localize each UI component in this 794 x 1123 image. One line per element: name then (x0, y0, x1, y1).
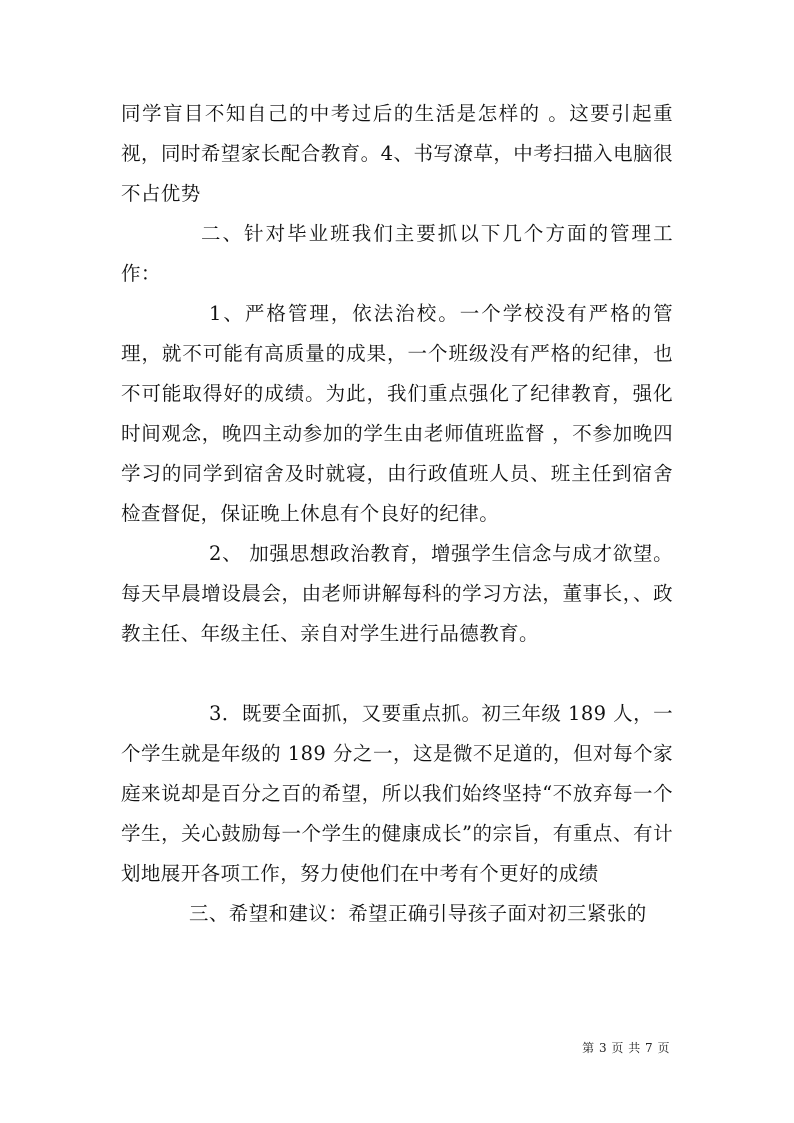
paragraph-item-1: 1、严格管理，依法治校。一个学校没有严格的管理，就不可能有高质量的成果，一个班级没有严格的纪律，也不可能取得好的成绩。为此，我们重点强化了纪律教育，强化时间观念，晚四主动参加的学生由老师值班监督 ，不参加晚四学习的同学到宿舍及时就寝，由行政值班人员、班主任到宿舍检查督促，保证晚上休息有个良好的纪律。 (121, 302, 673, 525)
section-heading-2: 二、针对毕业班我们主要抓以下几个方面的管理工作： (121, 222, 673, 285)
paragraph-gap (121, 654, 673, 694)
page-number-footer: 第 3 页 共 7 页 (582, 1041, 670, 1055)
paragraph-item-3: 3．既要全面抓，又要重点抓。初三年级 189 人，一个学生就是年级的 189 分之一，这是微不足道的，但对每个家庭来说却是百分之百的希望，所以我们始终坚持“不放弃每一个学生，关心鼓励每一个学生的健康成长”的宗旨，有重点、有计划地展开各项工作，努力使他们在中考有个更好的成绩 (121, 702, 673, 885)
document-body (121, 94, 673, 934)
section-heading-3: 三、希望和建议：希望正确引导孩子面对初三紧张的 (189, 902, 647, 925)
paragraph-continuation: 同学盲目不知自己的中考过后的生活是怎样的 。这要引起重视，同时希望家长配合教育。4、书写潦草，中考扫描入电脑很不占优势 (121, 102, 673, 205)
paragraph-item-2: 2、 加强思想政治教育，增强学生信念与成才欲望。每天早晨增设晨会，由老师讲解每科的学习方法，董事长，、政教主任、年级主任、亲自对学生进行品德教育。 (121, 542, 673, 645)
